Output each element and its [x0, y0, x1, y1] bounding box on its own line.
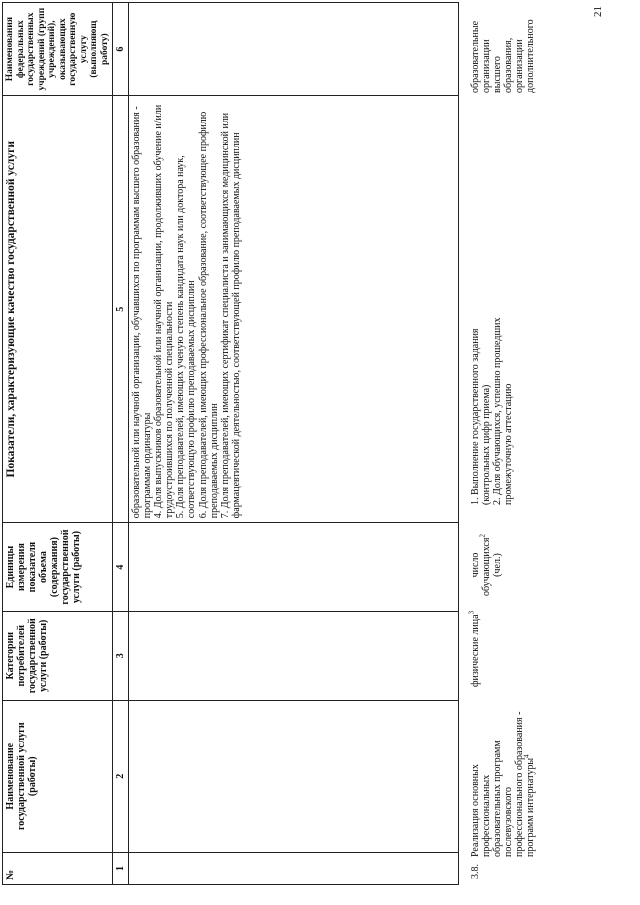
- column-number-6: 6: [113, 3, 129, 96]
- table-header-row: [3, 3, 113, 885]
- column-number-3: 3: [113, 611, 129, 700]
- row-service-footnote: 4: [523, 754, 532, 758]
- continuation-indicators: образовательной или научной организации, обучавшихся по программам высшего образования - программам ординатуры 4. Доля выпускников образовательной или научной организации, продолживших обучение и/или трудоустроившихся по полученной специальности 5. Доля преподавателей, имеющих ученую степень кандидата наук или доктора наук, соответствующую профилю преподаваемых дисциплин 6. Доля преподавателей, имеющих профессиональное образование, соответствующее профилю преподаваемых дисциплин 7. Доля преподавателей, имеющих сертификат специалиста и занимающихся медицинской или фармацевтической деятельностью, соответствующей профилю преподаваемых дисциплин: [129, 96, 459, 523]
- continuation-empty-4: [129, 523, 459, 612]
- service-table: [2, 2, 459, 885]
- row-unit-line1: число: [470, 552, 481, 578]
- header-quality-indicators: Показатели, характеризующие качество государственной услуги: [3, 96, 113, 523]
- row-service-text: Реализация основных профессиональных образовательных программ послевузовского профессионального образования - программ интернатуры: [470, 711, 537, 857]
- column-number-row: [113, 3, 129, 885]
- row-unit-line2-text: обучающихся: [481, 537, 493, 596]
- row-category-footnote: 3: [467, 610, 476, 615]
- row-consumer-category: [467, 597, 481, 687]
- row-unit-line3: (чел.): [492, 553, 504, 577]
- row-service-name: [470, 707, 537, 857]
- row-institutions: образовательные организации высшего образования, организации дополнительного: [470, 19, 537, 93]
- column-number-2: 2: [113, 700, 129, 852]
- header-volume-unit: Единицы измерения показателя объема (содержания) государственной услуги (работы): [3, 523, 113, 612]
- page-number: 21: [592, 6, 604, 17]
- continuation-empty-2: [129, 700, 459, 852]
- row-unit-line2: [478, 525, 493, 605]
- row-quality-indicators: 1. Выполнение государственного задания (контрольных цифр приема) 2. Доля обучающихся, успешно прошедших промежуточную аттестацию: [470, 317, 515, 505]
- column-number-5: 5: [113, 96, 129, 523]
- header-number: №: [3, 852, 113, 884]
- row-category-text: физические лица: [470, 614, 481, 687]
- column-number-1: 1: [113, 852, 129, 884]
- continuation-empty-6: [129, 3, 459, 96]
- header-institutions: Наименования федеральных государственных учреждений (групп учреждений), оказывающих государственную услугу (выполняющ работу): [3, 3, 113, 96]
- header-consumer-category: Категории потребителей государственной услуги (работы): [3, 611, 113, 700]
- continuation-empty-1: [129, 852, 459, 884]
- column-number-4: 4: [113, 523, 129, 612]
- row-unit-footnote: 2: [478, 534, 487, 538]
- row-number: 3.8.: [470, 864, 481, 879]
- continuation-empty-3: [129, 611, 459, 700]
- header-service-name: Наименование государственной услуги (работы): [3, 700, 113, 852]
- continuation-row: [129, 3, 459, 885]
- row-volume-unit: [470, 525, 503, 605]
